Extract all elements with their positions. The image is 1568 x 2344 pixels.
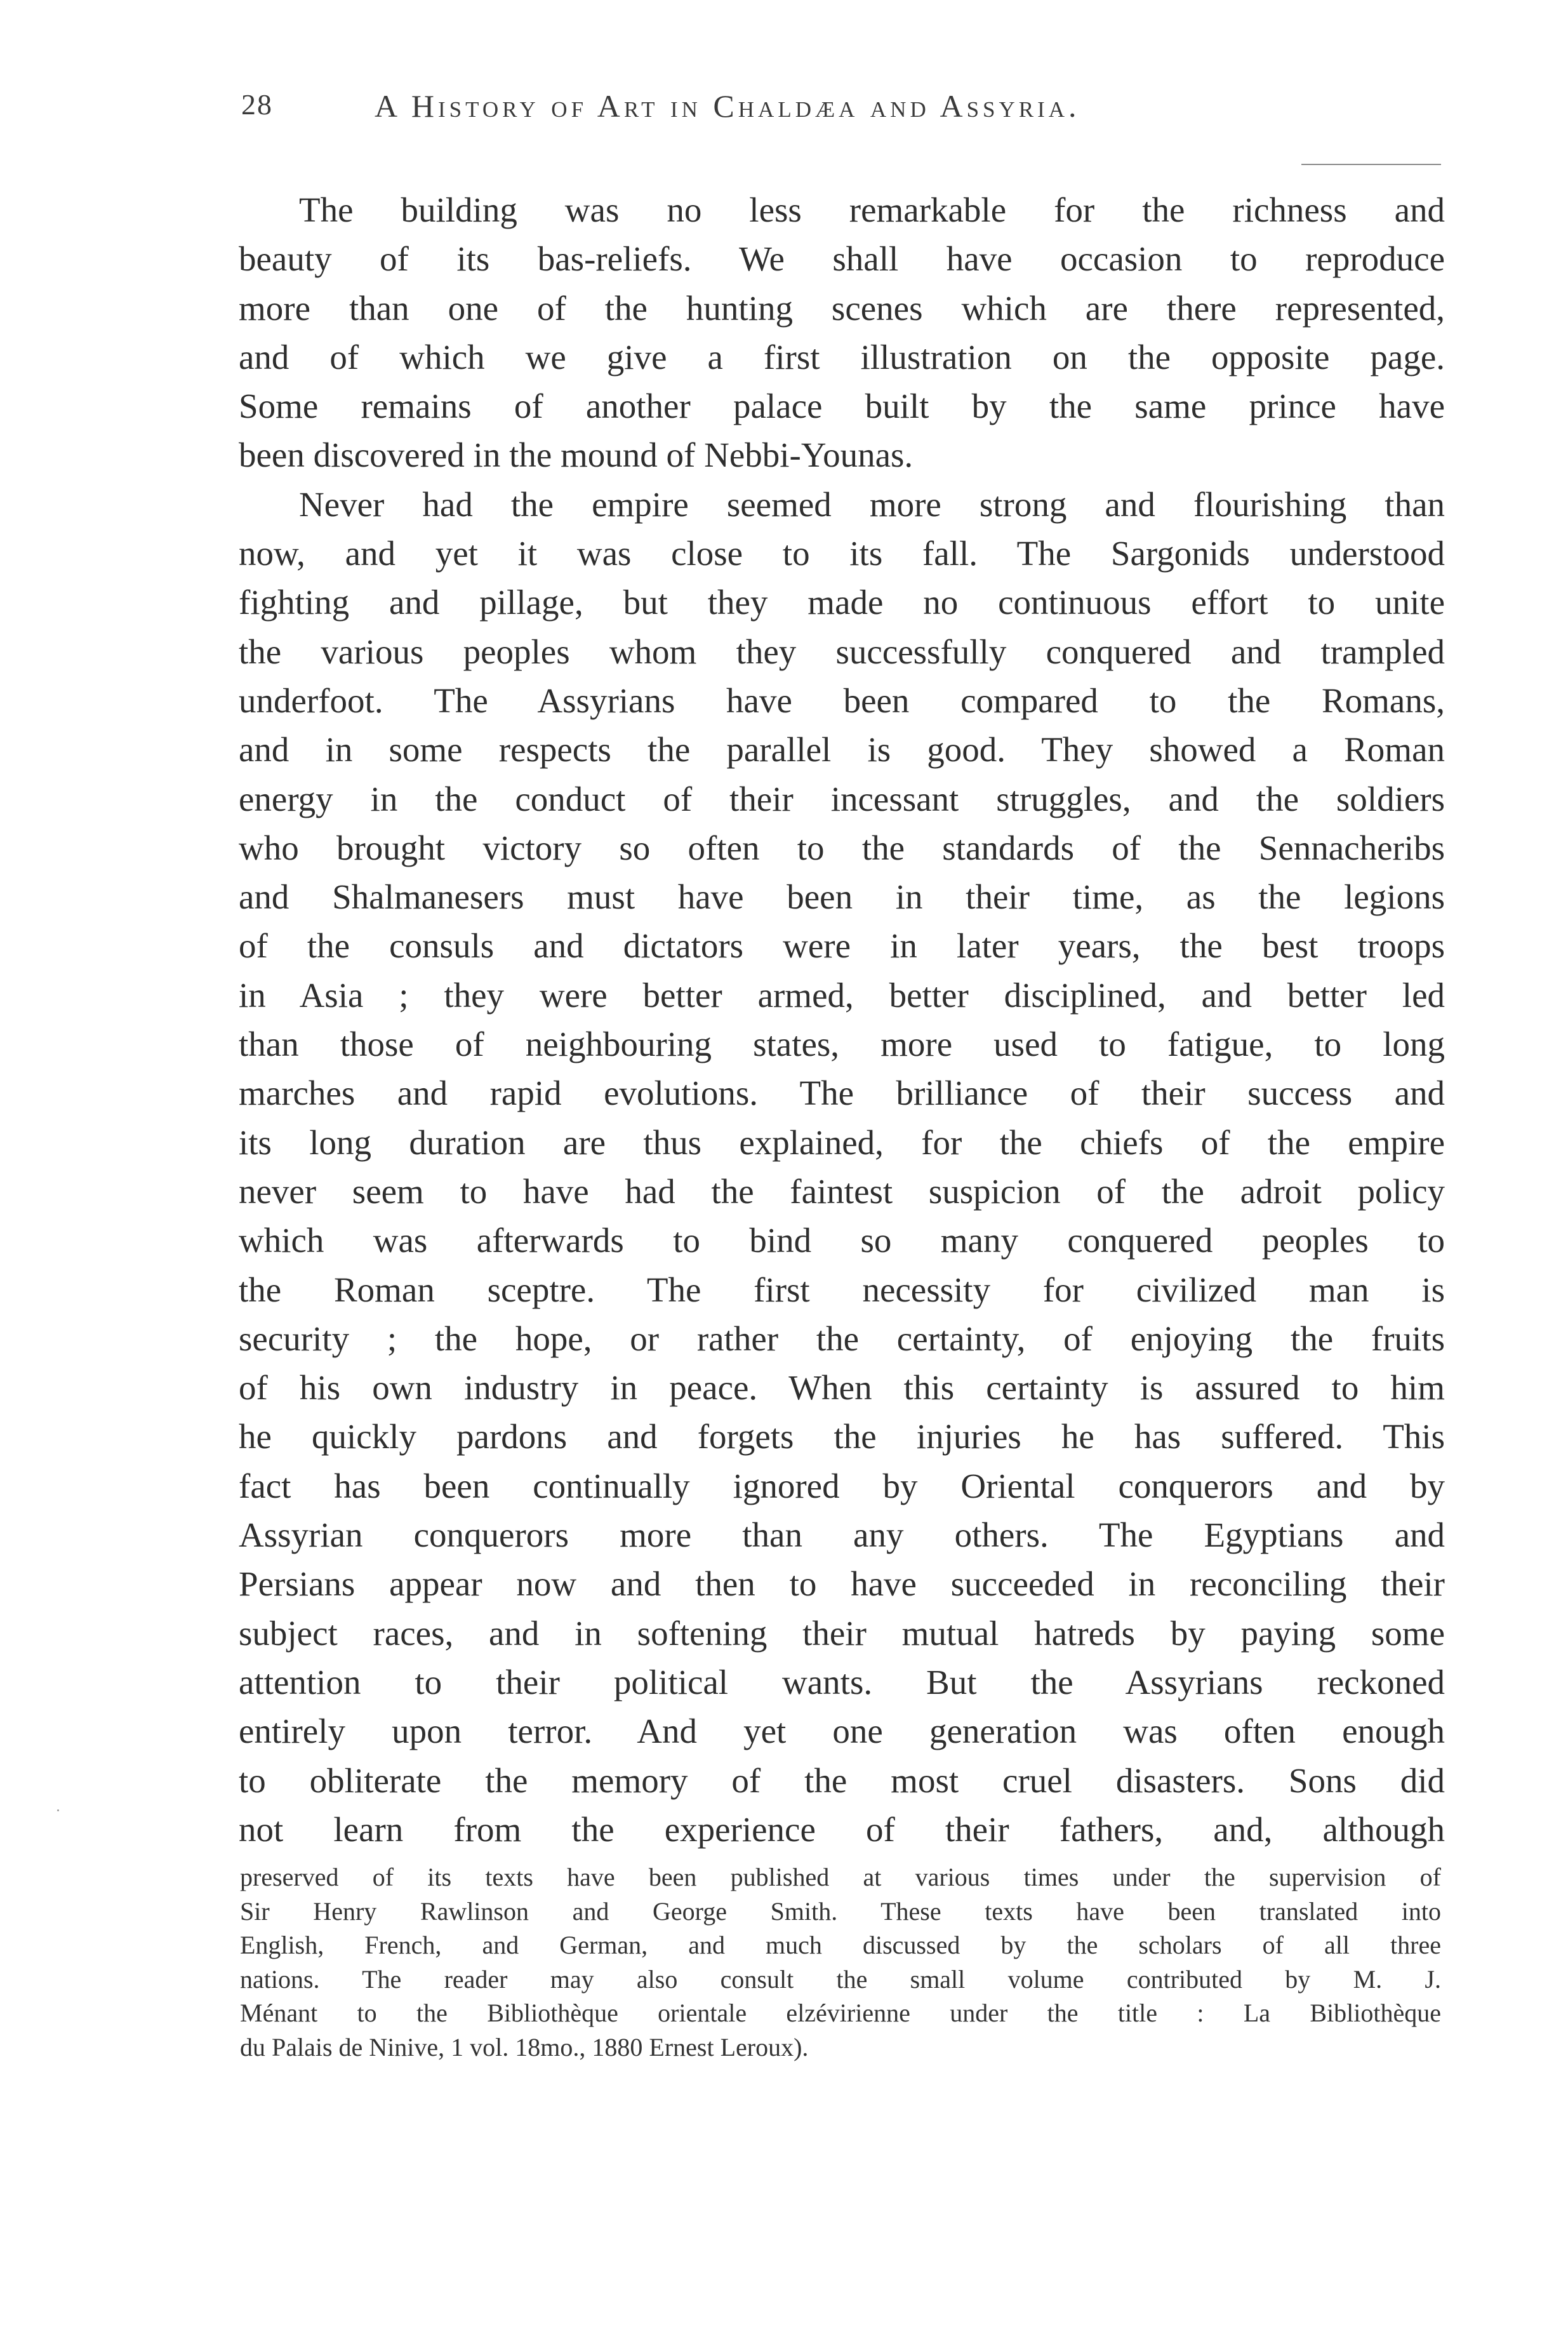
text-line: Persians appear now and then to have succeeded in reconciling their xyxy=(239,1564,1445,1604)
text-line: now, and yet it was close to its fall. The Sargonids understood xyxy=(239,534,1445,573)
text-line: which was afterwards to bind so many conquered peoples to xyxy=(239,1221,1445,1260)
text-line: been discovered in the mound of Nebbi-Younas. xyxy=(239,436,914,475)
text-line: Some remains of another palace built by the same prince have xyxy=(239,387,1445,426)
footnote-line: Sir Henry Rawlinson and George Smith. These texts have been translated into xyxy=(240,1896,1441,1926)
text-line: Assyrian conquerors more than any others. The Egyptians and xyxy=(239,1515,1445,1555)
scan-speck xyxy=(57,1809,59,1811)
footnote-line: preserved of its texts have been published at various times under the supervision of xyxy=(240,1863,1441,1891)
page-number: 28 xyxy=(241,88,273,121)
text-line: energy in the conduct of their incessant struggles, and the soldiers xyxy=(239,779,1445,818)
header-rule xyxy=(1301,164,1441,165)
text-line: than those of neighbouring states, more used to fatigue, to long xyxy=(239,1025,1445,1064)
footnotes xyxy=(240,1860,1441,2064)
text-line: marches and rapid evolutions. The brilliance of their success and xyxy=(239,1074,1445,1113)
body-text xyxy=(239,185,1445,1854)
text-line: he quickly pardons and forgets the injuries he has suffered. This xyxy=(239,1417,1445,1456)
text-line: fact has been continually ignored by Oriental conquerors and by xyxy=(239,1466,1445,1505)
text-line: and in some respects the parallel is good. They showed a Roman xyxy=(239,730,1445,769)
text-line: The building was no less remarkable for the richness and xyxy=(299,190,1445,229)
page-header xyxy=(241,88,1435,138)
text-line: and of which we give a first illustration on the opposite page. xyxy=(239,337,1445,376)
running-title: A History of Art in Chaldæa and Assyria. xyxy=(375,88,1080,124)
text-line: the Roman sceptre. The first necessity for civilized man is xyxy=(239,1270,1445,1309)
text-line: of his own industry in peace. When this certainty is assured to him xyxy=(239,1368,1445,1408)
text-line: not learn from the experience of their fathers, and, although xyxy=(239,1809,1445,1849)
text-line: and Shalmanesers must have been in their time, as the legions xyxy=(239,877,1445,917)
text-line: fighting and pillage, but they made no continuous effort to unite xyxy=(239,583,1445,622)
text-line: of the consuls and dictators were in later years, the best troops xyxy=(239,926,1445,966)
text-line: Never had the empire seemed more strong and flourishing than xyxy=(299,484,1445,524)
footnote-line: Ménant to the Bibliothèque orientale elzévirienne under the title : La Bibliothèque xyxy=(240,1999,1441,2027)
text-line: underfoot. The Assyrians have been compared to the Romans, xyxy=(239,681,1445,720)
footnote-line: du Palais de Ninive, 1 vol. 18mo., 1880 Ernest Leroux). xyxy=(240,2032,809,2061)
text-line: entirely upon terror. And yet one generation was often enough xyxy=(239,1712,1445,1751)
text-line: more than one of the hunting scenes which are there represented, xyxy=(239,288,1445,328)
text-line: who brought victory so often to the standards of the Sennacheribs xyxy=(239,828,1445,867)
text-line: to obliterate the memory of the most cruel disasters. Sons did xyxy=(239,1761,1445,1800)
text-line: beauty of its bas-reliefs. We shall have occasion to reproduce xyxy=(239,239,1445,279)
text-line: subject races, and in softening their mutual hatreds by paying some xyxy=(239,1613,1445,1653)
footnote-line: nations. The reader may also consult the small volume contributed by M. J. xyxy=(240,1964,1441,1994)
text-line: security ; the hope, or rather the certainty, of enjoying the fruits xyxy=(239,1319,1445,1358)
text-line: never seem to have had the faintest suspicion of the adroit policy xyxy=(239,1171,1445,1211)
text-line: in Asia ; they were better armed, better disciplined, and better led xyxy=(239,975,1445,1015)
text-line: the various peoples whom they successfully conquered and trampled xyxy=(239,632,1445,671)
text-line: attention to their political wants. But the Assyrians reckoned xyxy=(239,1662,1445,1701)
text-line: its long duration are thus explained, for the chiefs of the empire xyxy=(239,1122,1445,1162)
footnote-line: English, French, and German, and much discussed by the scholars of all three xyxy=(240,1931,1441,1959)
